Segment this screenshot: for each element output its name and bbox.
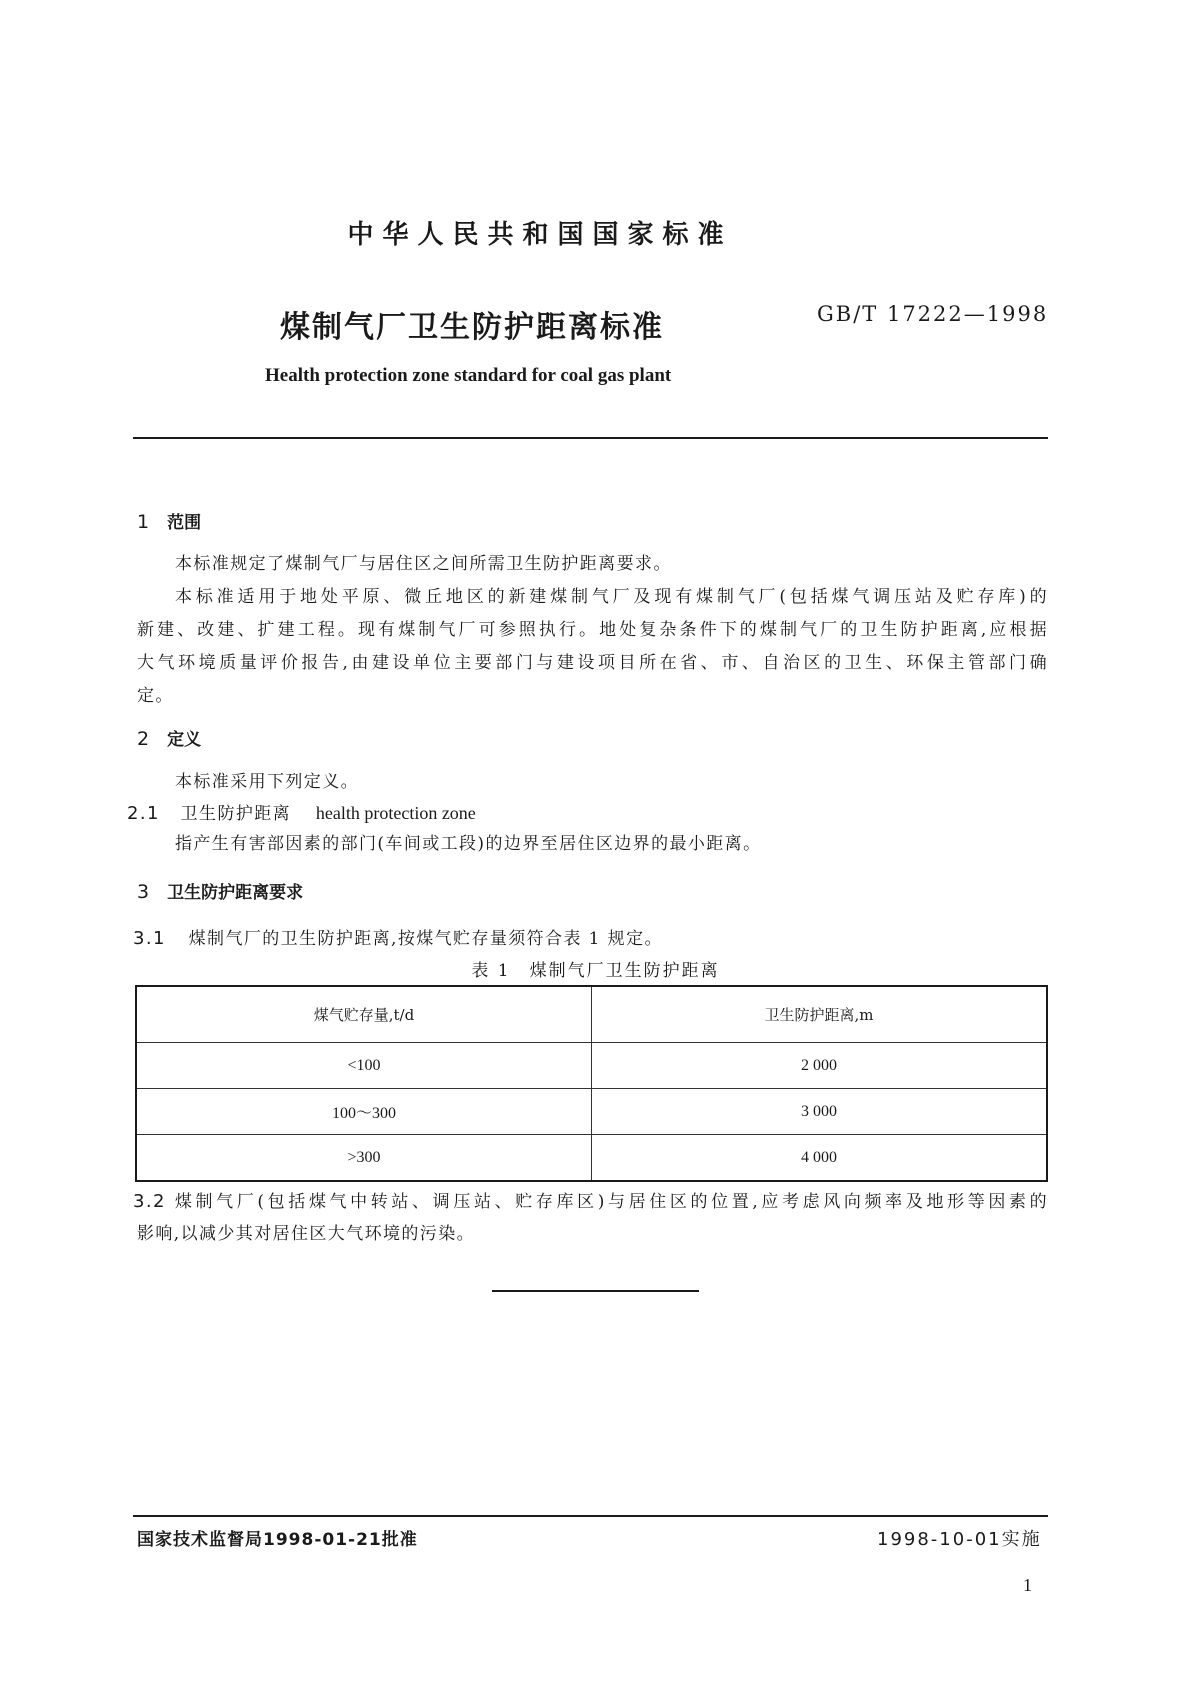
table-cell: 3 000 <box>592 1089 1048 1135</box>
section-1-paragraph-1: 本标准规定了煤制气厂与居住区之间所需卫生防护距离要求。 <box>175 554 672 574</box>
header-divider <box>133 437 1048 439</box>
term-cn: 卫生防护距离 <box>180 804 292 824</box>
section-2-heading <box>137 725 201 750</box>
clause-2-1-definition: 指产生有害部因素的部门(车间或工段)的边界至居住区边界的最小距离。 <box>175 834 762 854</box>
section-1-paragraph-2-line-2: 新建、改建、扩建工程。现有煤制气厂可参照执行。地处复杂条件下的煤制气厂的卫生防护距离,应根据 <box>137 620 1048 640</box>
standard-number: GB/T 17222—1998 <box>817 302 1049 326</box>
national-standard-heading: 中华人民共和国国家标准 <box>347 220 733 250</box>
implementation-date: 1998-10-01实施 <box>877 1529 1042 1550</box>
clause-3-1 <box>133 922 663 956</box>
column-header: 煤气贮存量,t/d <box>136 986 592 1043</box>
clause-number: 2.1 <box>127 803 160 824</box>
clause-text: 煤制气厂(包括煤气中转站、调压站、贮存库区)与居住区的位置,应考虑风向频率及地形等因素的 <box>174 1192 1048 1212</box>
section-title: 范围 <box>167 513 202 533</box>
table-cell: 4 000 <box>592 1135 1048 1182</box>
column-header: 卫生防护距离,m <box>592 986 1048 1043</box>
table-cell: <100 <box>136 1043 592 1089</box>
table-cell: >300 <box>136 1135 592 1182</box>
page-number: 1 <box>1023 1575 1032 1595</box>
table-row <box>136 1089 1047 1135</box>
section-1-paragraph-2-line-3: 大气环境质量评价报告,由建设单位主要部门与建设项目所在省、市、自治区的卫生、环保主管部门确 <box>137 653 1048 673</box>
section-1-heading <box>137 508 201 533</box>
clause-text: 煤制气厂的卫生防护距离,按煤气贮存量须符合表 1 规定。 <box>188 929 663 949</box>
clause-number: 3.2 <box>133 1191 166 1212</box>
table-row <box>136 1135 1047 1182</box>
standard-title-en: Health protection zone standard for coal gas plant <box>265 365 672 386</box>
section-number: 3 <box>137 881 150 903</box>
section-title: 卫生防护距离要求 <box>167 883 304 903</box>
table-header-row <box>136 986 1047 1043</box>
footer-divider <box>133 1515 1048 1517</box>
standard-title-cn: 煤制气厂卫生防护距离标准 <box>280 310 664 345</box>
table-cell: 100～300 <box>136 1089 592 1135</box>
table-row <box>136 1043 1047 1089</box>
section-title: 定义 <box>167 730 202 750</box>
section-1-paragraph-2-line-4: 定。 <box>137 686 174 706</box>
section-1-paragraph-2-line-1: 本标准适用于地处平原、微丘地区的新建煤制气厂及现有煤制气厂(包括煤气调压站及贮存库)的 <box>175 587 1048 607</box>
term-en: health protection zone <box>315 803 476 823</box>
table-caption: 表 1 煤制气厂卫生防护距离 <box>471 961 720 981</box>
clause-3-2-line-1 <box>133 1185 1048 1219</box>
clause-3-2-line-2: 影响,以减少其对居住区大气环境的污染。 <box>137 1224 476 1244</box>
end-of-text-rule <box>492 1290 699 1292</box>
approval-date: 国家技术监督局1998-01-21批准 <box>137 1530 418 1550</box>
section-2-paragraph-1: 本标准采用下列定义。 <box>175 772 359 792</box>
clause-2-1 <box>127 797 476 831</box>
table-cell: 2 000 <box>592 1043 1048 1089</box>
section-3-heading <box>137 878 303 903</box>
section-number: 1 <box>137 511 150 533</box>
data-table <box>135 985 1048 1182</box>
clause-number: 3.1 <box>133 928 166 949</box>
section-number: 2 <box>137 728 150 750</box>
